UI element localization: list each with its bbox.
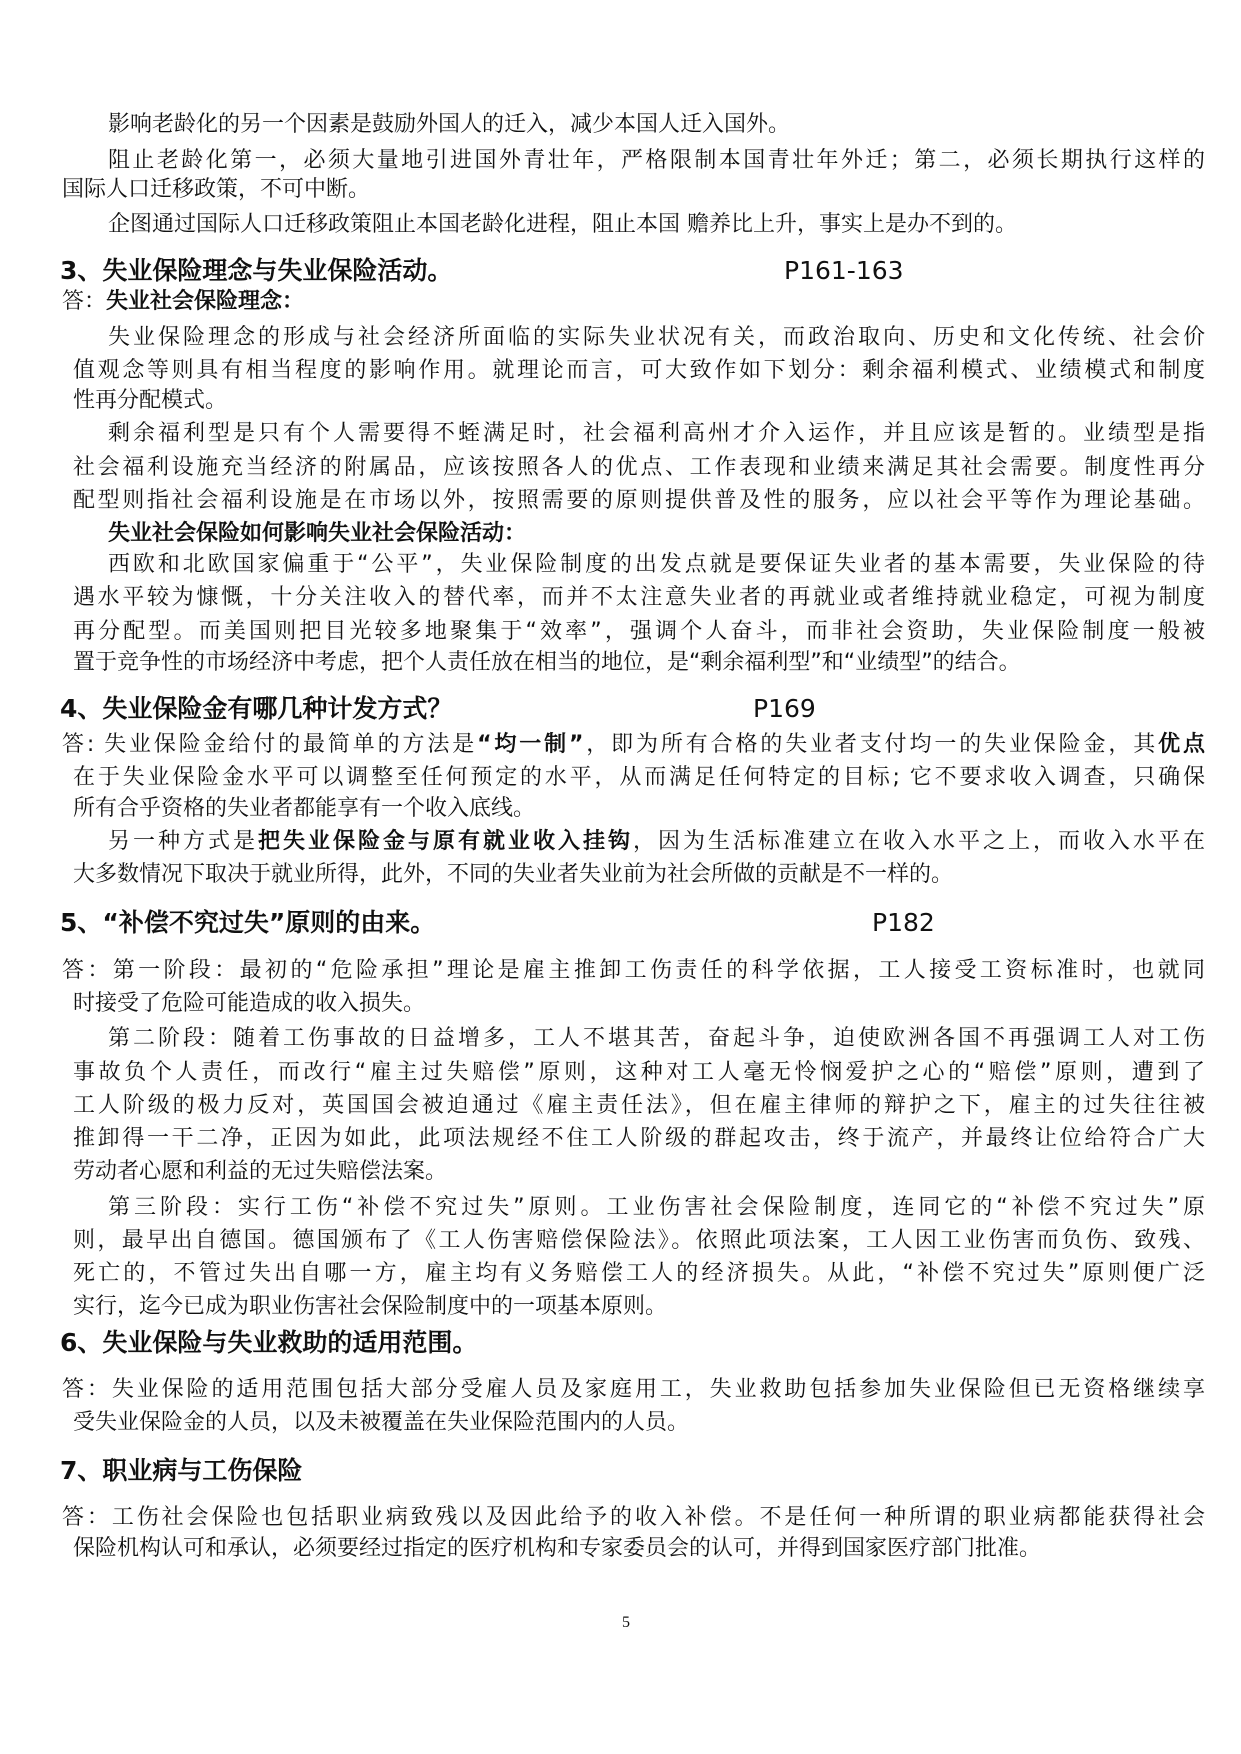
text-line: 配型则指社会福利设施是在市场以外，按照需要的原则提供普及性的服务，应以社会平等作为理论基础。 [73,488,1205,513]
text-line: 在于失业保险金水平可以调整至任何预定的水平，从而满足任何特定的目标; 它不要求收入调查，只确保 [73,765,1205,790]
text-line: 事故负个人责任，而改行“雇主过失赔偿”原则，这种对工人毫无怜悯爱护之心的“赔偿”原则，遭到了 [73,1060,1205,1085]
text-line: 时接受了危险可能造成的收入损失。 [73,991,426,1016]
text-line: 推卸得一干二净，正因为如此，此项法规经不住工人阶级的群起攻击，终于流产，并最终让位给符合广大 [73,1126,1205,1151]
text-line: 再分配型。而美国则把目光较多地聚集于“效率”，强调个人奋斗，而非社会资助，失业保险制度一般被 [73,619,1205,644]
text-line: 答：失业保险的适用范围包括大部分受雇人员及家庭用工，失业救助包括参加失业保险但已无资格继续享 [62,1377,1205,1402]
text-span: 答: 失业保险金给付的最简单的方法是 [62,732,478,757]
text-line: 则，最早出自德国。德国颁布了《工人伤害赔偿保险法》。依照此项法案，工人因工业伤害而负伤、致残、 [73,1228,1205,1253]
text-line: 保险机构认可和承认，必须要经过指定的医疗机构和专家委员会的认可，并得到国家医疗部门批准。 [73,1536,1042,1561]
page-reference: P182 [872,908,935,937]
text-line: 社会福利设施充当经济的附属品，应该按照各人的优点、工作表现和业绩来满足其社会需要。制度性再分 [73,455,1205,480]
text-line: 遇水平较为慷慨，十分关注收入的替代率，而并不太注意失业者的再就业或者维持就业稳定，可视为制度 [73,585,1205,610]
text-line: 第三阶段：实行工伤“补偿不究过失”原则。工业伤害社会保险制度，连同它的“补偿不究过失”原 [108,1195,1205,1220]
text-line: 大多数情况下取决于就业所得，此外，不同的失业者失业前为社会所做的贡献是不一样的。 [73,862,954,887]
text-line: 置于竞争性的市场经济中考虑，把个人责任放在相当的地位，是“剩余福利型”和“业绩型”的结合。 [73,650,1021,675]
text-line: 影响老龄化的另一个因素是鼓励外国人的迁入，减少本国人迁入国外。 [108,112,791,137]
text-line: 值观念等则具有相当程度的影响作用。就理论而言，可大致作如下划分：剩余福利模式、业绩模式和制度 [73,358,1205,383]
page-reference: P169 [753,694,816,723]
text-span: 答： [62,289,107,314]
text-span: 另一种方式是 [108,829,258,854]
text-line [62,732,1205,758]
bold-text: “均一制” [477,732,584,757]
section-heading: 5、“补偿不究过失”原则的由来。 [60,908,436,937]
text-line: 西欧和北欧国家偏重于“公平”，失业保险制度的出发点就是要保证失业者的基本需要，失业保险的待 [108,552,1205,577]
text-line: 受失业保险金的人员，以及未被覆盖在失业保险范围内的人员。 [73,1410,690,1435]
bold-text: 优点 [1158,732,1205,757]
text-line: 失业保险理念的形成与社会经济所面临的实际失业状况有关，而政治取向、历史和文化传统、社会价 [108,325,1205,350]
text-line: 性再分配模式。 [73,388,228,413]
page-number: 5 [622,1614,630,1631]
bold-text: 失业社会保险如何影响失业社会保险活动： [108,521,527,546]
text-line [108,521,526,547]
text-line: 阻止老龄化第一，必须大量地引进国外青壮年，严格限制本国青壮年外迁；第二，必须长期执行这样的 [108,148,1205,173]
bold-text: 失业社会保险理念： [106,289,305,314]
text-line: 工人阶级的极力反对，英国国会被迫通过《雇主责任法》，但在雇主律师的辩护之下，雇主的过失往往被 [73,1093,1205,1118]
section-heading: 4、失业保险金有哪几种计发方式？ [60,694,453,723]
text-line: 答：第一阶段：最初的“危险承担”理论是雇主推卸工伤责任的科学依据，工人接受工资标准时，也就同 [62,958,1205,983]
text-line: 所有合乎资格的失业者都能享有一个收入底线。 [73,796,536,821]
section-heading: 7、职业病与工伤保险 [60,1456,303,1485]
text-line: 第二阶段：随着工伤事故的日益增多，工人不堪其苦，奋起斗争，迫使欧洲各国不再强调工人对工伤 [108,1026,1205,1051]
section-heading: 6、失业保险与失业救助的适用范围。 [60,1328,478,1357]
bold-text: 把失业保险金与原有就业收入挂钩 [258,829,633,854]
text-line: 答：工伤社会保险也包括职业病致残以及因此给予的收入补偿。不是任何一种所谓的职业病都能获得社会 [62,1505,1205,1530]
page-reference: P161-163 [784,256,904,285]
text-line: 劳动者心愿和利益的无过失赔偿法案。 [73,1159,448,1184]
text-line: 剩余福利型是只有个人需要得不蛭满足时，社会福利高州才介入运作，并且应该是暂的。业绩型是指 [108,421,1205,446]
text-span: ，因为生活标准建立在收入水平之上，而收入水平在 [633,829,1205,854]
text-line: 企图通过国际人口迁移政策阻止本国老龄化进程，阻止本国 赡养比上升，事实上是办不到的。 [108,212,1017,237]
text-line: 死亡的，不管过失出自哪一方，雇主均有义务赔偿工人的经济损失。从此，“补偿不究过失”原则便广泛 [73,1261,1205,1286]
text-line [108,829,1205,855]
text-span: ，即为所有合格的失业者支付均一的失业保险金，其 [583,732,1159,757]
text-line: 实行，迄今已成为职业伤害社会保险制度中的一项基本原则。 [73,1294,668,1319]
text-line [62,289,304,315]
section-heading: 3、失业保险理念与失业保险活动。 [60,256,453,285]
text-line: 国际人口迁移政策，不可中断。 [62,177,371,202]
